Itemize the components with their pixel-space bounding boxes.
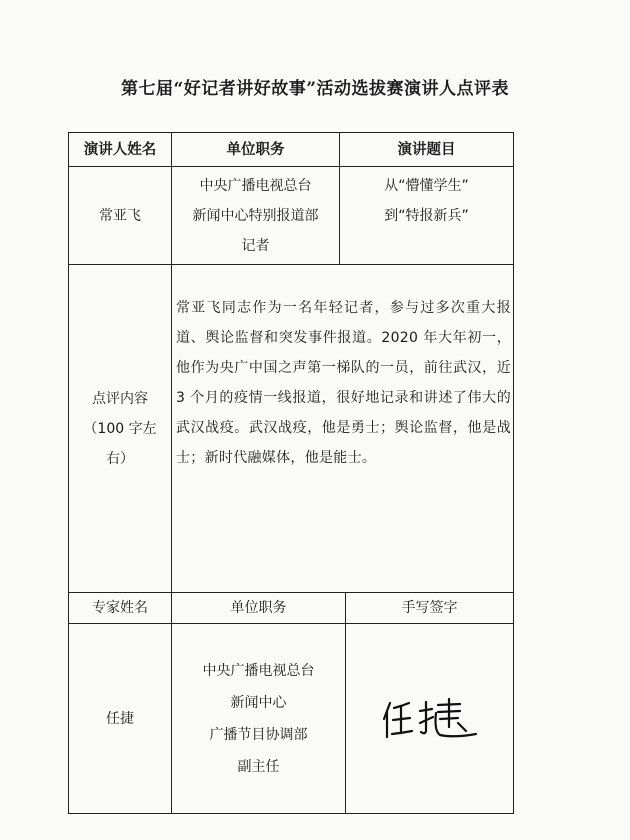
expert-position-header: 单位职务 [172, 593, 346, 624]
handwritten-signature [380, 697, 480, 741]
expert-position-line: 广播节目协调部 [209, 726, 308, 743]
speaker-position-line: 中央广播电视总台 [199, 177, 312, 194]
review-content: 常亚飞同志作为一名年轻记者，参与过多次重大报道、舆论监督和突发事件报道。2020 年大年初一，他作为央广中国之声第一梯队的一员，前往武汉，近 3 个月的疫情一线报道，很好地记录和讲述了伟大的武汉战疫。武汉战疫，他是勇士；舆论监督，他是战士；新时代融媒体，他是能士。 [172, 265, 514, 593]
review-label-line: （100 字左 [83, 420, 157, 437]
expert-info-row [69, 624, 514, 814]
expert-position-line: 中央广播电视总台 [202, 662, 315, 679]
review-form-table [68, 132, 514, 814]
review-label-line: 点评内容 [92, 390, 148, 407]
expert-header-row [69, 593, 514, 624]
expert-name-header: 专家姓名 [69, 593, 172, 624]
expert-signature [346, 624, 514, 814]
speaker-position [172, 167, 340, 265]
expert-name: 任捷 [69, 624, 172, 814]
speaker-topic-line: 到“特报新兵” [384, 208, 469, 224]
review-row [69, 265, 514, 593]
review-label [69, 265, 172, 593]
speaker-position-line: 记者 [241, 237, 270, 254]
speaker-info-row [69, 167, 514, 265]
speaker-topic-line: 从“懵懂学生” [384, 178, 469, 194]
speaker-header-row [69, 133, 514, 167]
speaker-position-line: 新闻中心特别报道部 [192, 207, 319, 224]
expert-position-line: 副主任 [237, 758, 280, 775]
page-title: 第七届“好记者讲好故事”活动选拔赛演讲人点评表 [120, 79, 510, 99]
speaker-topic-header: 演讲题目 [340, 133, 514, 167]
review-label-line: 右） [106, 450, 134, 467]
speaker-name: 常亚飞 [69, 167, 172, 265]
speaker-topic [340, 167, 514, 265]
expert-position-line: 新闻中心 [230, 694, 287, 711]
speaker-name-header: 演讲人姓名 [69, 133, 172, 167]
speaker-position-header: 单位职务 [172, 133, 340, 167]
expert-signature-header: 手写签字 [346, 593, 514, 624]
expert-position [172, 624, 346, 814]
